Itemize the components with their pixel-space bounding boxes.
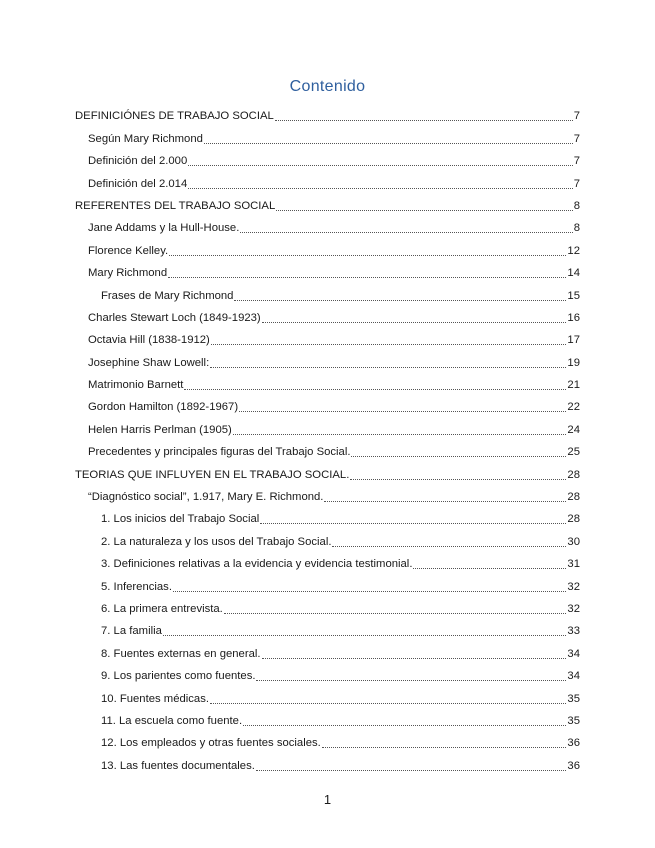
toc-dot-leader bbox=[233, 424, 567, 435]
toc-entry[interactable] bbox=[75, 750, 580, 772]
toc-entry-page: 21 bbox=[567, 379, 580, 392]
toc-entry[interactable] bbox=[75, 235, 580, 257]
toc-dot-leader bbox=[243, 715, 566, 726]
toc-entry-page: 25 bbox=[567, 446, 580, 459]
toc-entry[interactable] bbox=[75, 549, 580, 571]
toc-entry[interactable] bbox=[75, 392, 580, 414]
toc-entry[interactable] bbox=[75, 123, 580, 145]
toc-entry-text: 12. Los empleados y otras fuentes sociales. bbox=[101, 737, 321, 750]
toc-entry-page: 28 bbox=[567, 491, 580, 504]
toc-dot-leader bbox=[239, 401, 566, 412]
toc-entry[interactable] bbox=[75, 258, 580, 280]
toc-entry-page: 31 bbox=[567, 558, 580, 571]
toc-dot-leader bbox=[262, 648, 567, 659]
toc-entry[interactable] bbox=[75, 504, 580, 526]
toc-entry-text: DEFINICIÓNES DE TRABAJO SOCIAL bbox=[75, 110, 274, 123]
toc-entry-page: 15 bbox=[567, 289, 580, 302]
toc-entry-text: Definición del 2.000 bbox=[88, 155, 188, 168]
toc-dot-leader bbox=[173, 581, 566, 592]
toc-dot-leader bbox=[256, 760, 567, 771]
toc-entry[interactable] bbox=[75, 459, 580, 481]
toc-entry-page: 22 bbox=[567, 401, 580, 414]
toc-entry[interactable] bbox=[75, 437, 580, 459]
toc-entry-text: 5. Inferencias. bbox=[101, 580, 172, 593]
toc-entry[interactable] bbox=[75, 616, 580, 638]
toc-entry-page: 30 bbox=[567, 535, 580, 548]
toc-entry-page: 34 bbox=[567, 670, 580, 683]
toc-entry-text: 8. Fuentes externas en general. bbox=[101, 647, 261, 660]
toc-entry-text: Octavia Hill (1838-1912) bbox=[88, 334, 210, 347]
toc-dot-leader bbox=[276, 200, 572, 211]
toc-dot-leader bbox=[184, 379, 566, 390]
toc-entry[interactable] bbox=[75, 683, 580, 705]
toc-entry-page: 7 bbox=[573, 110, 580, 123]
toc-entry-page: 35 bbox=[567, 692, 580, 705]
toc-entry-text: REFERENTES DEL TRABAJO SOCIAL bbox=[75, 199, 276, 212]
toc-entry-page: 32 bbox=[567, 580, 580, 593]
toc-dot-leader bbox=[163, 625, 567, 636]
toc-entry-text: 2. La naturaleza y los usos del Trabajo Social. bbox=[101, 535, 332, 548]
toc-dot-leader bbox=[210, 693, 566, 704]
toc-dot-leader bbox=[351, 446, 566, 457]
toc-entry-page: 34 bbox=[567, 647, 580, 660]
toc-entry-text: 10. Fuentes médicas. bbox=[101, 692, 210, 705]
toc-dot-leader bbox=[262, 312, 567, 323]
toc-entry-text: Florence Kelley. bbox=[88, 244, 169, 257]
toc-entry[interactable] bbox=[75, 414, 580, 436]
toc-entry[interactable] bbox=[75, 146, 580, 168]
toc-entry-page: 17 bbox=[567, 334, 580, 347]
toc-entry[interactable] bbox=[75, 482, 580, 504]
toc-dot-leader bbox=[350, 469, 566, 480]
toc-entry-text: Charles Stewart Loch (1849-1923) bbox=[88, 311, 261, 324]
toc-entry-text: 13. Las fuentes documentales. bbox=[101, 759, 255, 772]
toc-entry-page: 19 bbox=[567, 356, 580, 369]
toc-entry-page: 14 bbox=[567, 267, 580, 280]
toc-entry-page: 12 bbox=[567, 244, 580, 257]
toc-entry[interactable] bbox=[75, 280, 580, 302]
toc-entry-text: Jane Addams y la Hull-House. bbox=[88, 222, 240, 235]
toc-entry-text: Josephine Shaw Lowell: bbox=[88, 356, 210, 369]
toc-dot-leader bbox=[413, 558, 566, 569]
toc-entry-page: 8 bbox=[573, 199, 580, 212]
toc-entry[interactable] bbox=[75, 526, 580, 548]
toc-entry-text: 3. Definiciones relativas a la evidencia y evidencia testimonial. bbox=[101, 558, 413, 571]
toc-dot-leader bbox=[322, 737, 567, 748]
toc-entry-text: 1. Los inicios del Trabajo Social bbox=[101, 513, 260, 526]
toc-dot-leader bbox=[168, 267, 566, 278]
toc-entry-text: Según Mary Richmond bbox=[88, 132, 203, 145]
toc-dot-leader bbox=[234, 290, 566, 301]
toc-entry[interactable] bbox=[75, 325, 580, 347]
toc-entry-text: “Diagnóstico social”, 1.917, Mary E. Richmond. bbox=[88, 491, 324, 504]
toc-entry-page: 28 bbox=[567, 468, 580, 481]
toc-entry-text: 9. Los parientes como fuentes. bbox=[101, 670, 256, 683]
toc-entry[interactable] bbox=[75, 303, 580, 325]
toc-entry-page: 24 bbox=[567, 423, 580, 436]
toc-dot-leader bbox=[256, 670, 566, 681]
toc-entry[interactable] bbox=[75, 594, 580, 616]
toc-entry-text: Helen Harris Perlman (1905) bbox=[88, 423, 232, 436]
toc-entry[interactable] bbox=[75, 638, 580, 660]
toc-entry-page: 36 bbox=[567, 737, 580, 750]
toc-entry-text: TEORIAS QUE INFLUYEN EN EL TRABAJO SOCIAL. bbox=[75, 468, 350, 481]
toc-entry-page: 7 bbox=[573, 155, 580, 168]
toc-dot-leader bbox=[188, 178, 572, 189]
toc-dot-leader bbox=[332, 536, 566, 547]
toc-entry-text: 7. La familia bbox=[101, 625, 162, 638]
toc-entry-page: 16 bbox=[567, 311, 580, 324]
toc-entry[interactable] bbox=[75, 728, 580, 750]
toc-entry-page: 33 bbox=[567, 625, 580, 638]
table-of-contents bbox=[75, 101, 580, 773]
toc-entry[interactable] bbox=[75, 661, 580, 683]
toc-dot-leader bbox=[260, 513, 566, 524]
toc-dot-leader bbox=[204, 133, 573, 144]
toc-entry[interactable] bbox=[75, 213, 580, 235]
toc-entry-text: 11. La escuela como fuente. bbox=[101, 714, 243, 727]
toc-dot-leader bbox=[324, 491, 566, 502]
toc-entry-page: 7 bbox=[573, 177, 580, 190]
toc-entry[interactable] bbox=[75, 101, 580, 123]
toc-entry-page: 36 bbox=[567, 759, 580, 772]
toc-entry[interactable] bbox=[75, 347, 580, 369]
toc-entry-page: 28 bbox=[567, 513, 580, 526]
toc-entry[interactable] bbox=[75, 191, 580, 213]
toc-entry-text: Definición del 2.014 bbox=[88, 177, 188, 190]
toc-dot-leader bbox=[275, 110, 573, 121]
toc-entry-text: Precedentes y principales figuras del Trabajo Social. bbox=[88, 446, 351, 459]
toc-entry[interactable] bbox=[75, 370, 580, 392]
toc-title: Contenido bbox=[289, 78, 366, 95]
toc-dot-leader bbox=[169, 245, 566, 256]
toc-dot-leader bbox=[211, 334, 567, 345]
toc-entry-text: Frases de Mary Richmond bbox=[101, 289, 234, 302]
page-number: 1 bbox=[323, 792, 332, 807]
toc-dot-leader bbox=[224, 603, 567, 614]
toc-entry[interactable] bbox=[75, 571, 580, 593]
toc-dot-leader bbox=[188, 155, 572, 166]
toc-entry-page: 8 bbox=[573, 222, 580, 235]
toc-dot-leader bbox=[210, 357, 566, 368]
toc-dot-leader bbox=[240, 222, 572, 233]
toc-entry[interactable] bbox=[75, 168, 580, 190]
toc-entry-page: 7 bbox=[573, 132, 580, 145]
toc-entry[interactable] bbox=[75, 706, 580, 728]
toc-entry-text: 6. La primera entrevista. bbox=[101, 602, 223, 615]
toc-entry-page: 32 bbox=[567, 602, 580, 615]
toc-entry-text: Mary Richmond bbox=[88, 267, 168, 280]
toc-entry-page: 35 bbox=[567, 714, 580, 727]
toc-entry-text: Gordon Hamilton (1892-1967) bbox=[88, 401, 239, 414]
toc-entry-text: Matrimonio Barnett bbox=[88, 379, 184, 392]
